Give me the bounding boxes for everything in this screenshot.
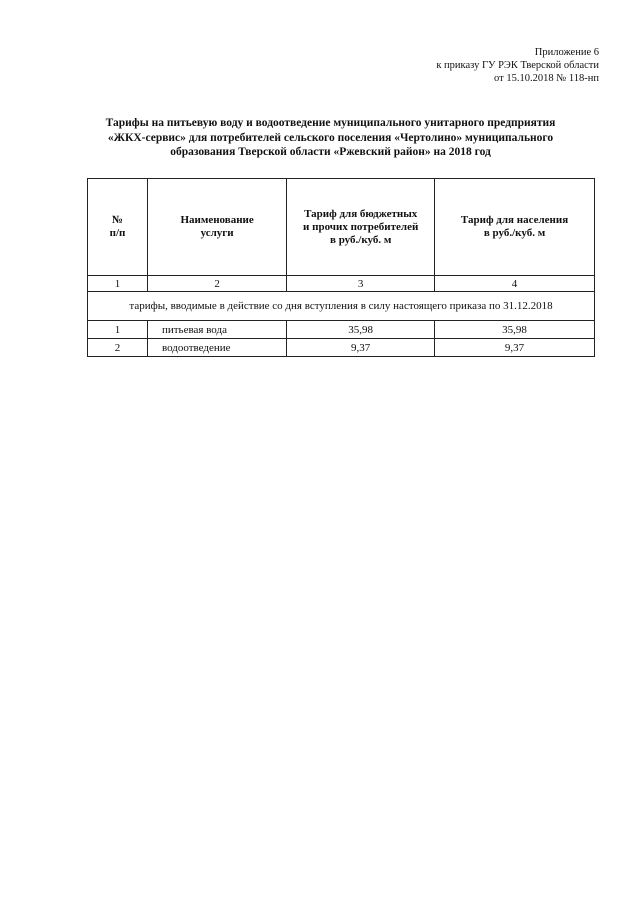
header-text: Наименование [180,214,254,226]
appendix-line: Приложение 6 [534,47,599,58]
header-text: Тариф для населения [460,214,569,226]
row-number: 2 [88,339,148,357]
section-label: тарифы, вводимые в действие со дня вступления в силу настоящего приказа по 31.12.2018 [88,292,595,321]
row-tariff-population: 9,37 [435,339,595,357]
column-number-row [88,276,595,292]
document-title [70,116,591,160]
column-number: 1 [88,276,148,292]
header-service-name [147,179,286,276]
header-number [88,179,148,276]
title-line: «ЖКХ-сервис» для потребителей сельского поселения «Чертолино» муниципального [107,131,554,144]
column-number: 2 [147,276,286,292]
header-text: и прочих потребителей [303,220,419,233]
appendix-line: от 15.10.2018 № 118-нп [494,73,599,84]
row-tariff-budget: 9,37 [287,339,435,357]
column-number: 3 [287,276,435,292]
appendix-line: к приказу ГУ РЭК Тверской области [436,60,599,71]
column-number: 4 [435,276,595,292]
appendix-note [436,46,599,85]
header-text: в руб./куб. м [330,233,392,246]
row-number: 1 [88,321,148,339]
header-text: № [111,214,124,226]
title-line: образования Тверской области «Ржевский район» на 2018 год [170,146,491,158]
section-row [88,292,595,321]
header-tariff-population [435,179,595,276]
table-header-row [88,179,595,276]
table-row [88,339,595,357]
table-row [88,321,595,339]
header-text: в руб./куб. м [483,227,546,239]
header-text: Тариф для бюджетных [304,207,418,220]
row-tariff-population: 35,98 [435,321,595,339]
row-service: питьевая вода [147,321,286,339]
header-text: услуги [200,227,234,239]
row-tariff-budget: 35,98 [287,321,435,339]
row-service: водоотведение [147,339,286,357]
header-tariff-budget [287,179,435,276]
header-text: п/п [109,227,126,239]
tariff-table [87,178,595,357]
title-line: Тарифы на питьевую воду и водоотведение муниципального унитарного предприятия [105,117,556,129]
